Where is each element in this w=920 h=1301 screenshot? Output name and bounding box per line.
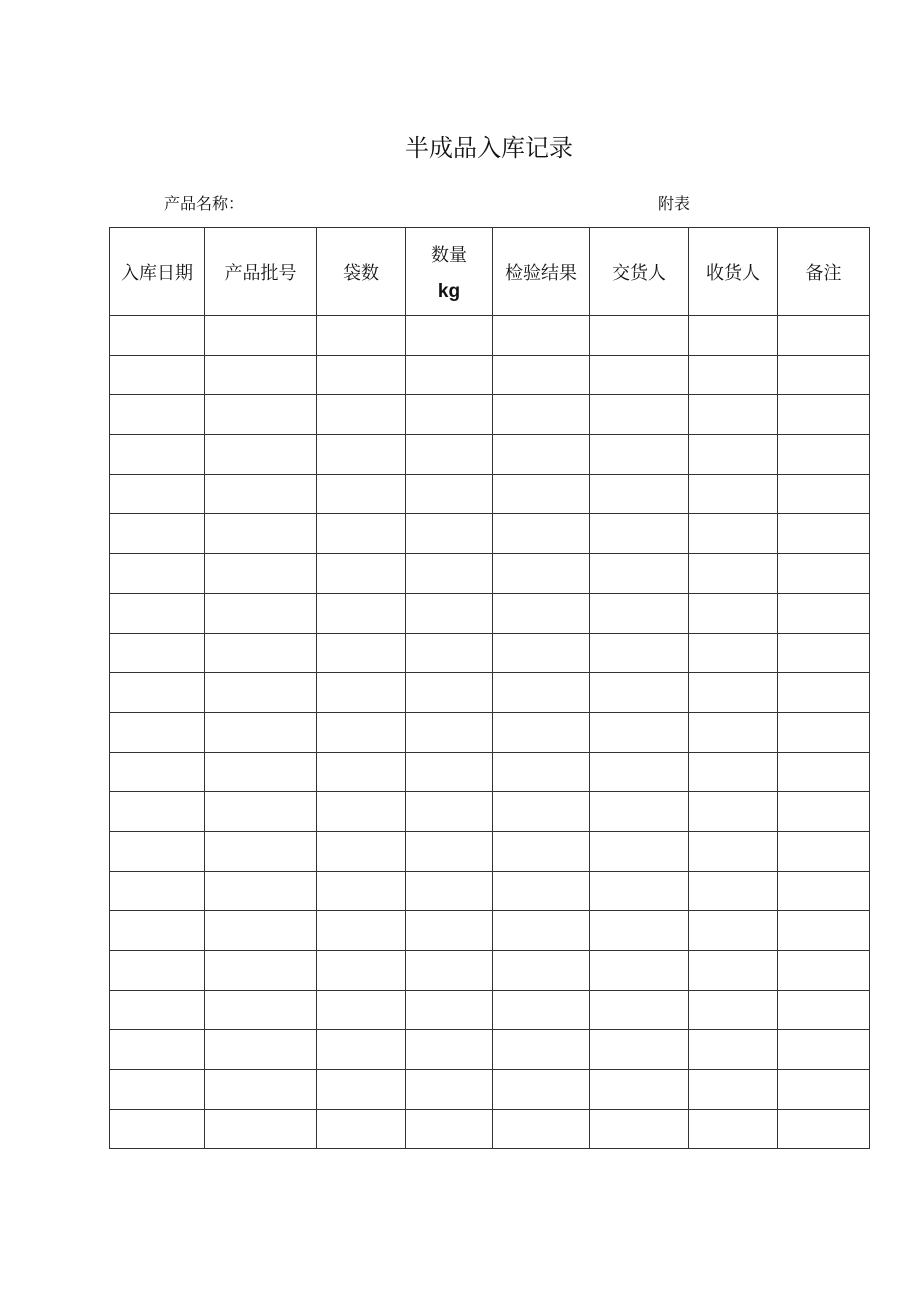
table-cell[interactable]	[778, 911, 870, 951]
table-cell[interactable]	[778, 831, 870, 871]
quantity-label: 数量	[431, 244, 467, 266]
column-header-bag-count: 袋数	[317, 228, 406, 316]
table-cell[interactable]	[778, 355, 870, 395]
table-cell[interactable]	[590, 673, 689, 713]
table-cell[interactable]	[205, 752, 317, 792]
table-cell[interactable]	[778, 1030, 870, 1070]
table-cell[interactable]	[590, 990, 689, 1030]
table-cell[interactable]	[406, 990, 493, 1030]
column-header-batch-number: 产品批号	[205, 228, 317, 316]
table-cell[interactable]	[110, 871, 205, 911]
table-cell[interactable]	[205, 474, 317, 514]
table-cell[interactable]	[590, 712, 689, 752]
table-row	[110, 752, 870, 792]
table-row	[110, 316, 870, 356]
table-row	[110, 792, 870, 832]
table-cell[interactable]	[493, 951, 590, 991]
table-cell[interactable]	[317, 752, 406, 792]
table-cell[interactable]	[406, 951, 493, 991]
table-cell[interactable]	[110, 1109, 205, 1149]
table-cell[interactable]	[493, 712, 590, 752]
table-row	[110, 1030, 870, 1070]
table-cell[interactable]	[317, 911, 406, 951]
table-cell[interactable]	[110, 1030, 205, 1070]
table-cell[interactable]	[689, 1070, 778, 1110]
table-cell[interactable]	[317, 554, 406, 594]
table-cell[interactable]	[590, 752, 689, 792]
table-cell[interactable]	[205, 1030, 317, 1070]
table-cell[interactable]	[689, 1030, 778, 1070]
column-header-deliverer: 交货人	[590, 228, 689, 316]
table-cell[interactable]	[493, 752, 590, 792]
table-cell[interactable]	[205, 951, 317, 991]
table-cell[interactable]	[493, 1030, 590, 1070]
table-cell[interactable]	[689, 752, 778, 792]
table-cell[interactable]	[778, 474, 870, 514]
table-cell[interactable]	[493, 593, 590, 633]
page-title: 半成品入库记录	[405, 134, 573, 162]
table-cell[interactable]	[205, 871, 317, 911]
table-cell[interactable]	[590, 514, 689, 554]
column-header-quantity	[406, 228, 493, 316]
table-cell[interactable]	[205, 712, 317, 752]
quantity-unit: kg	[437, 280, 461, 302]
inbound-record-table	[109, 227, 870, 1149]
table-cell[interactable]	[590, 355, 689, 395]
table-cell[interactable]	[778, 554, 870, 594]
table-cell[interactable]	[406, 514, 493, 554]
table-cell[interactable]	[406, 1070, 493, 1110]
table-cell[interactable]	[406, 316, 493, 356]
table-cell[interactable]	[110, 1070, 205, 1110]
table-cell[interactable]	[493, 871, 590, 911]
table-cell[interactable]	[689, 316, 778, 356]
table-cell[interactable]	[406, 435, 493, 475]
table-cell[interactable]	[689, 514, 778, 554]
table-cell[interactable]	[317, 951, 406, 991]
table-row	[110, 1109, 870, 1149]
table-row	[110, 911, 870, 951]
table-cell[interactable]	[590, 871, 689, 911]
table-cell[interactable]	[110, 514, 205, 554]
table-cell[interactable]	[317, 633, 406, 673]
table-cell[interactable]	[689, 593, 778, 633]
table-cell[interactable]	[493, 1070, 590, 1110]
column-header-receiver: 收货人	[689, 228, 778, 316]
table-cell[interactable]	[205, 355, 317, 395]
table-cell[interactable]	[317, 871, 406, 911]
table-cell[interactable]	[317, 673, 406, 713]
table-cell[interactable]	[110, 752, 205, 792]
table-cell[interactable]	[590, 951, 689, 991]
table-row	[110, 514, 870, 554]
table-cell[interactable]	[778, 633, 870, 673]
table-row	[110, 435, 870, 475]
table-cell[interactable]	[317, 593, 406, 633]
table-cell[interactable]	[493, 435, 590, 475]
table-row	[110, 593, 870, 633]
table-cell[interactable]	[205, 1109, 317, 1149]
table-cell[interactable]	[205, 831, 317, 871]
table-cell[interactable]	[689, 951, 778, 991]
table-row	[110, 355, 870, 395]
table-cell[interactable]	[689, 673, 778, 713]
table-cell[interactable]	[205, 633, 317, 673]
table-row	[110, 633, 870, 673]
table-cell[interactable]	[406, 593, 493, 633]
table-cell[interactable]	[590, 1109, 689, 1149]
table-cell[interactable]	[317, 355, 406, 395]
table-cell[interactable]	[590, 316, 689, 356]
table-cell[interactable]	[110, 474, 205, 514]
table-cell[interactable]	[317, 990, 406, 1030]
table-cell[interactable]	[406, 474, 493, 514]
table-cell[interactable]	[689, 911, 778, 951]
table-cell[interactable]	[778, 951, 870, 991]
table-cell[interactable]	[110, 554, 205, 594]
table-cell[interactable]	[406, 355, 493, 395]
table-cell[interactable]	[590, 474, 689, 514]
table-cell[interactable]	[317, 514, 406, 554]
table-cell[interactable]	[590, 435, 689, 475]
table-cell[interactable]	[110, 673, 205, 713]
table-cell[interactable]	[406, 911, 493, 951]
table-cell[interactable]	[689, 871, 778, 911]
table-cell[interactable]	[205, 435, 317, 475]
table-cell[interactable]	[110, 395, 205, 435]
table-cell[interactable]	[689, 435, 778, 475]
table-cell[interactable]	[689, 474, 778, 514]
column-header-inspection-result: 检验结果	[493, 228, 590, 316]
attachment-label: 附表	[658, 194, 691, 213]
table-cell[interactable]	[205, 990, 317, 1030]
table-cell[interactable]	[317, 792, 406, 832]
table-cell[interactable]	[590, 554, 689, 594]
table-cell[interactable]	[406, 871, 493, 911]
table-row	[110, 951, 870, 991]
table-cell[interactable]	[778, 990, 870, 1030]
table-cell[interactable]	[406, 792, 493, 832]
table-cell[interactable]	[110, 435, 205, 475]
table-cell[interactable]	[110, 712, 205, 752]
table-cell[interactable]	[493, 673, 590, 713]
table-cell[interactable]	[406, 554, 493, 594]
table-cell[interactable]	[590, 831, 689, 871]
table-cell[interactable]	[110, 593, 205, 633]
table-cell[interactable]	[317, 474, 406, 514]
table-cell[interactable]	[689, 355, 778, 395]
table-cell[interactable]	[778, 593, 870, 633]
column-header-remarks: 备注	[778, 228, 870, 316]
table-row	[110, 554, 870, 594]
table-cell[interactable]	[317, 712, 406, 752]
header-row	[110, 228, 870, 316]
table-cell[interactable]	[778, 395, 870, 435]
table-cell[interactable]	[406, 712, 493, 752]
table-row	[110, 990, 870, 1030]
table-cell[interactable]	[493, 474, 590, 514]
table-cell[interactable]	[590, 1030, 689, 1070]
table-row	[110, 1070, 870, 1110]
table-cell[interactable]	[493, 554, 590, 594]
table-cell[interactable]	[110, 316, 205, 356]
product-name-label: 产品名称：	[164, 194, 245, 213]
table-cell[interactable]	[110, 951, 205, 991]
table-cell[interactable]	[493, 792, 590, 832]
table-cell[interactable]	[317, 1109, 406, 1149]
table-cell[interactable]	[493, 316, 590, 356]
table-cell[interactable]	[110, 990, 205, 1030]
table-cell[interactable]	[590, 792, 689, 832]
table-cell[interactable]	[406, 831, 493, 871]
table-cell[interactable]	[778, 673, 870, 713]
table-cell[interactable]	[493, 395, 590, 435]
table-cell[interactable]	[689, 1109, 778, 1149]
table-cell[interactable]	[205, 673, 317, 713]
table-cell[interactable]	[493, 990, 590, 1030]
table-cell[interactable]	[590, 911, 689, 951]
table-row	[110, 871, 870, 911]
table-cell[interactable]	[590, 633, 689, 673]
table-cell[interactable]	[493, 633, 590, 673]
table-cell[interactable]	[778, 1109, 870, 1149]
table-cell[interactable]	[205, 554, 317, 594]
table-cell[interactable]	[317, 435, 406, 475]
table-cell[interactable]	[317, 1070, 406, 1110]
table-cell[interactable]	[778, 316, 870, 356]
table-body	[110, 316, 870, 1149]
table-row	[110, 831, 870, 871]
table-cell[interactable]	[778, 1070, 870, 1110]
table-cell[interactable]	[778, 712, 870, 752]
table-cell[interactable]	[406, 395, 493, 435]
table-cell[interactable]	[493, 831, 590, 871]
table-cell[interactable]	[778, 752, 870, 792]
table-cell[interactable]	[590, 395, 689, 435]
table-row	[110, 712, 870, 752]
table-cell[interactable]	[205, 316, 317, 356]
table-cell[interactable]	[110, 792, 205, 832]
table-cell[interactable]	[110, 831, 205, 871]
table-cell[interactable]	[493, 911, 590, 951]
table-cell[interactable]	[317, 831, 406, 871]
table-cell[interactable]	[205, 911, 317, 951]
table-cell[interactable]	[205, 792, 317, 832]
table-cell[interactable]	[689, 633, 778, 673]
table-cell[interactable]	[493, 355, 590, 395]
table-cell[interactable]	[493, 1109, 590, 1149]
table-cell[interactable]	[205, 395, 317, 435]
table-cell[interactable]	[689, 831, 778, 871]
table-cell[interactable]	[406, 1109, 493, 1149]
table-cell[interactable]	[590, 1070, 689, 1110]
table-cell[interactable]	[689, 712, 778, 752]
table-cell[interactable]	[778, 435, 870, 475]
table-cell[interactable]	[205, 593, 317, 633]
table-cell[interactable]	[406, 673, 493, 713]
table-cell[interactable]	[689, 554, 778, 594]
table-cell[interactable]	[406, 633, 493, 673]
table-cell[interactable]	[205, 514, 317, 554]
table-cell[interactable]	[778, 871, 870, 911]
table-cell[interactable]	[205, 1070, 317, 1110]
column-header-inbound-date: 入库日期	[110, 228, 205, 316]
table-cell[interactable]	[317, 316, 406, 356]
table-cell[interactable]	[778, 792, 870, 832]
table-cell[interactable]	[317, 1030, 406, 1070]
table-cell[interactable]	[590, 593, 689, 633]
table-cell[interactable]	[406, 752, 493, 792]
table-cell[interactable]	[689, 792, 778, 832]
table-cell[interactable]	[110, 633, 205, 673]
table-cell[interactable]	[406, 1030, 493, 1070]
table-cell[interactable]	[689, 990, 778, 1030]
table-cell[interactable]	[110, 911, 205, 951]
table-cell[interactable]	[317, 395, 406, 435]
table-cell[interactable]	[689, 395, 778, 435]
table-row	[110, 395, 870, 435]
table-cell[interactable]	[493, 514, 590, 554]
table-cell[interactable]	[778, 514, 870, 554]
table-row	[110, 673, 870, 713]
table-cell[interactable]	[110, 355, 205, 395]
table-row	[110, 474, 870, 514]
